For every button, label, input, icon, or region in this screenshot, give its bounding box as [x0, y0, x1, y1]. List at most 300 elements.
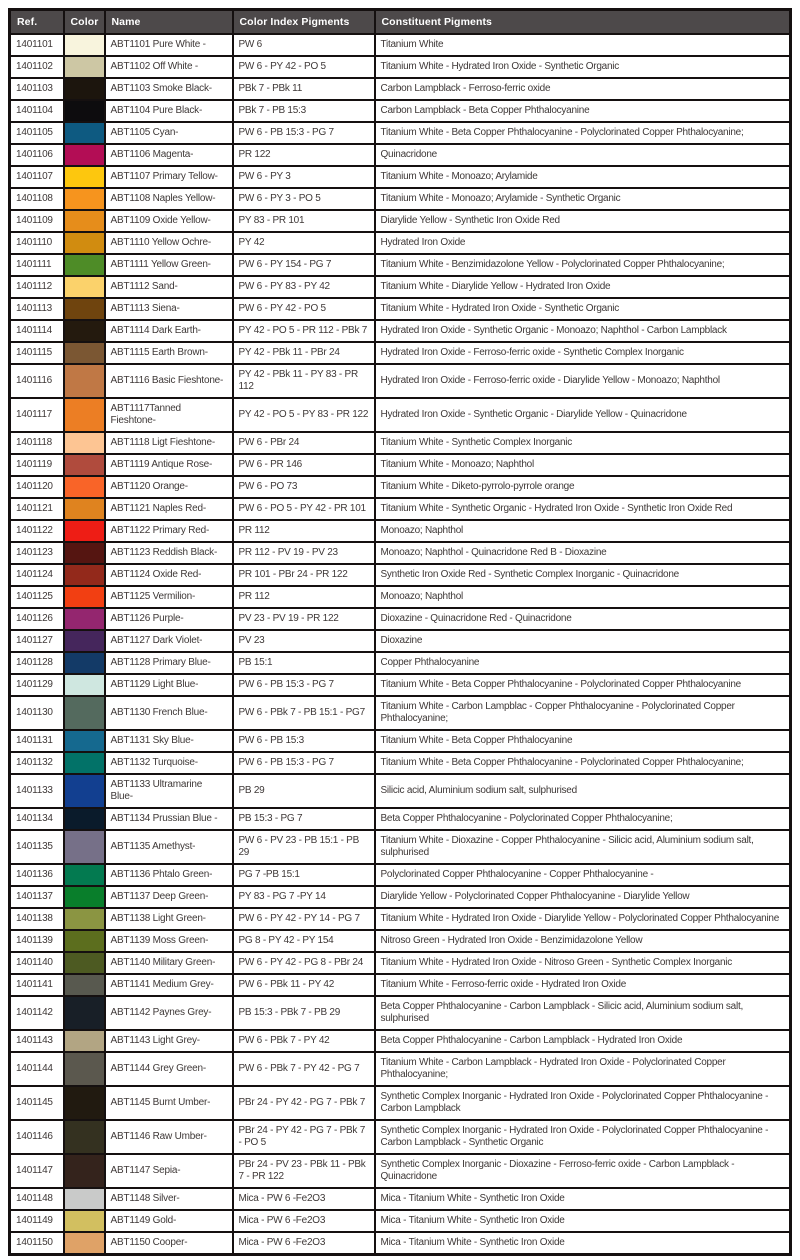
color-swatch — [64, 886, 105, 908]
ref-cell: 1401106 — [10, 144, 64, 166]
color-swatch — [64, 254, 105, 276]
table-row — [10, 398, 791, 432]
header-color: Color — [64, 10, 105, 35]
table-row — [10, 952, 791, 974]
constituent-cell: Mica - Titanium White - Synthetic Iron Oxide — [375, 1232, 791, 1255]
ref-cell: 1401149 — [10, 1210, 64, 1232]
name-cell: ABT1141 Medium Grey- — [105, 974, 233, 996]
ref-cell: 1401139 — [10, 930, 64, 952]
constituent-cell: Titanium White - Dioxazine - Copper Phthalocyanine - Silicic acid, Aluminium sodium salt, sulphurised — [375, 830, 791, 864]
ref-cell: 1401128 — [10, 652, 64, 674]
table-row — [10, 100, 791, 122]
header-row — [10, 10, 791, 35]
name-cell: ABT1118 Ligt Fieshtone- — [105, 432, 233, 454]
ref-cell: 1401140 — [10, 952, 64, 974]
color-index-cell: PBk 7 - PBk 11 — [233, 78, 375, 100]
name-cell: ABT1134 Prussian Blue - — [105, 808, 233, 830]
constituent-cell: Copper Phthalocyanine — [375, 652, 791, 674]
color-index-cell: PR 112 — [233, 520, 375, 542]
ref-cell: 1401101 — [10, 34, 64, 56]
color-swatch — [64, 808, 105, 830]
ref-cell: 1401145 — [10, 1086, 64, 1120]
table-row — [10, 34, 791, 56]
constituent-cell: Synthetic Complex Inorganic - Dioxazine - Ferroso-ferric oxide - Carbon Lampblack - Quinacridone — [375, 1154, 791, 1188]
table-row — [10, 276, 791, 298]
table-row — [10, 454, 791, 476]
color-index-cell: PY 42 - PO 5 - PY 83 - PR 122 — [233, 398, 375, 432]
constituent-cell: Titanium White - Monoazo; Arylamide — [375, 166, 791, 188]
color-swatch — [64, 608, 105, 630]
name-cell: ABT1127 Dark Violet- — [105, 630, 233, 652]
color-index-cell: PW 6 - PB 15:3 - PG 7 — [233, 674, 375, 696]
ref-cell: 1401131 — [10, 730, 64, 752]
ref-cell: 1401143 — [10, 1030, 64, 1052]
table-row — [10, 1030, 791, 1052]
name-cell: ABT1121 Naples Red- — [105, 498, 233, 520]
color-swatch — [64, 674, 105, 696]
constituent-cell: Titanium White - Hydrated Iron Oxide - Synthetic Organic — [375, 298, 791, 320]
constituent-cell: Hydrated Iron Oxide - Synthetic Organic - Monoazo; Naphthol - Carbon Lampblack — [375, 320, 791, 342]
table-row — [10, 144, 791, 166]
constituent-cell: Hydrated Iron Oxide — [375, 232, 791, 254]
constituent-cell: Titanium White - Benzimidazolone Yellow - Polyclorinated Copper Phthalocyanine; — [375, 254, 791, 276]
color-index-cell: PW 6 - PBk 7 - PY 42 - PG 7 — [233, 1052, 375, 1086]
color-index-cell: PW 6 - PB 15:3 - PG 7 — [233, 752, 375, 774]
constituent-cell: Titanium White - Beta Copper Phthalocyanine - Polyclorinated Copper Phthalocyanine; — [375, 752, 791, 774]
ref-cell: 1401107 — [10, 166, 64, 188]
ref-cell: 1401121 — [10, 498, 64, 520]
name-cell: ABT1136 Phtalo Green- — [105, 864, 233, 886]
table-row — [10, 1188, 791, 1210]
color-index-cell: PBr 24 - PY 42 - PG 7 - PBk 7 — [233, 1086, 375, 1120]
table-row — [10, 930, 791, 952]
constituent-cell: Beta Copper Phthalocyanine - Carbon Lampblack - Hydrated Iron Oxide — [375, 1030, 791, 1052]
name-cell: ABT1128 Primary Blue- — [105, 652, 233, 674]
table-row — [10, 364, 791, 398]
ref-cell: 1401119 — [10, 454, 64, 476]
color-swatch — [64, 364, 105, 398]
table-row — [10, 652, 791, 674]
table-row — [10, 730, 791, 752]
color-index-cell: PG 8 - PY 42 - PY 154 — [233, 930, 375, 952]
color-swatch — [64, 930, 105, 952]
constituent-cell: Quinacridone — [375, 144, 791, 166]
color-swatch — [64, 1086, 105, 1120]
ref-cell: 1401118 — [10, 432, 64, 454]
ref-cell: 1401113 — [10, 298, 64, 320]
constituent-cell: Titanium White - Beta Copper Phthalocyanine - Polyclorinated Copper Phthalocyanine; — [375, 122, 791, 144]
table-row — [10, 886, 791, 908]
color-swatch — [64, 78, 105, 100]
constituent-cell: Titanium White - Hydrated Iron Oxide - Synthetic Organic — [375, 56, 791, 78]
color-index-cell: PW 6 - PBk 7 - PY 42 — [233, 1030, 375, 1052]
color-swatch — [64, 774, 105, 808]
color-index-cell: PW 6 - PY 83 - PY 42 — [233, 276, 375, 298]
constituent-cell: Hydrated Iron Oxide - Ferroso-ferric oxide - Diarylide Yellow - Monoazo; Naphthol — [375, 364, 791, 398]
ref-cell: 1401112 — [10, 276, 64, 298]
color-index-cell: PW 6 - PY 3 - PO 5 — [233, 188, 375, 210]
ref-cell: 1401103 — [10, 78, 64, 100]
name-cell: ABT1135 Amethyst- — [105, 830, 233, 864]
table-row — [10, 342, 791, 364]
table-row — [10, 608, 791, 630]
color-swatch — [64, 864, 105, 886]
name-cell: ABT1129 Light Blue- — [105, 674, 233, 696]
color-index-cell: PW 6 - PY 42 - PG 8 - PBr 24 — [233, 952, 375, 974]
color-swatch — [64, 144, 105, 166]
constituent-cell: Mica - Titanium White - Synthetic Iron Oxide — [375, 1188, 791, 1210]
color-index-cell: PY 42 — [233, 232, 375, 254]
name-cell: ABT1108 Naples Yellow- — [105, 188, 233, 210]
ref-cell: 1401148 — [10, 1188, 64, 1210]
name-cell: ABT1131 Sky Blue- — [105, 730, 233, 752]
color-index-cell: PV 23 - PV 19 - PR 122 — [233, 608, 375, 630]
color-index-cell: PR 101 - PBr 24 - PR 122 — [233, 564, 375, 586]
color-index-cell: PB 15:3 - PBk 7 - PB 29 — [233, 996, 375, 1030]
ref-cell: 1401125 — [10, 586, 64, 608]
color-index-cell: PW 6 - PY 3 — [233, 166, 375, 188]
ref-cell: 1401116 — [10, 364, 64, 398]
ref-cell: 1401115 — [10, 342, 64, 364]
table-row — [10, 996, 791, 1030]
color-index-cell: PW 6 - PY 42 - PY 14 - PG 7 — [233, 908, 375, 930]
ref-cell: 1401147 — [10, 1154, 64, 1188]
constituent-cell: Synthetic Complex Inorganic - Hydrated Iron Oxide - Polyclorinated Copper Phthalocyanine - Carbon Lampblack - Synthetic Organic — [375, 1120, 791, 1154]
constituent-cell: Carbon Lampblack - Ferroso-ferric oxide — [375, 78, 791, 100]
ref-cell: 1401124 — [10, 564, 64, 586]
constituent-cell: Titanium White - Monoazo; Arylamide - Synthetic Organic — [375, 188, 791, 210]
color-swatch — [64, 1030, 105, 1052]
color-index-cell: PY 42 - PBk 11 - PY 83 - PR 112 — [233, 364, 375, 398]
ref-cell: 1401122 — [10, 520, 64, 542]
constituent-cell: Silicic acid, Aluminium sodium salt, sulphurised — [375, 774, 791, 808]
color-index-cell: PW 6 - PB 15:3 - PG 7 — [233, 122, 375, 144]
table-row — [10, 830, 791, 864]
table-row — [10, 476, 791, 498]
color-index-cell: Mica - PW 6 -Fe2O3 — [233, 1210, 375, 1232]
color-index-cell: PW 6 - PY 42 - PO 5 — [233, 298, 375, 320]
constituent-cell: Titanium White - Beta Copper Phthalocyanine — [375, 730, 791, 752]
color-index-cell: PW 6 - PY 154 - PG 7 — [233, 254, 375, 276]
constituent-cell: Titanium White - Monoazo; Naphthol — [375, 454, 791, 476]
name-cell: ABT1145 Burnt Umber- — [105, 1086, 233, 1120]
color-swatch — [64, 652, 105, 674]
ref-cell: 1401105 — [10, 122, 64, 144]
constituent-cell: Titanium White - Synthetic Organic - Hydrated Iron Oxide - Synthetic Iron Oxide Red — [375, 498, 791, 520]
color-index-cell: PW 6 - PV 23 - PB 15:1 - PB 29 — [233, 830, 375, 864]
color-swatch — [64, 630, 105, 652]
color-swatch — [64, 830, 105, 864]
constituent-cell: Titanium White - Synthetic Complex Inorganic — [375, 432, 791, 454]
ref-cell: 1401109 — [10, 210, 64, 232]
ref-cell: 1401104 — [10, 100, 64, 122]
table-row — [10, 432, 791, 454]
color-index-cell: PY 42 - PO 5 - PR 112 - PBk 7 — [233, 320, 375, 342]
ref-cell: 1401126 — [10, 608, 64, 630]
table-row — [10, 1232, 791, 1255]
name-cell: ABT1116 Basic Fieshtone- — [105, 364, 233, 398]
table-row — [10, 498, 791, 520]
table-row — [10, 864, 791, 886]
header-name: Name — [105, 10, 233, 35]
constituent-cell: Titanium White - Diketo-pyrrolo-pyrrole orange — [375, 476, 791, 498]
pigment-table — [8, 8, 792, 1256]
table-row — [10, 696, 791, 730]
constituent-cell: Carbon Lampblack - Beta Copper Phthalocyanine — [375, 100, 791, 122]
color-swatch — [64, 730, 105, 752]
name-cell: ABT1105 Cyan- — [105, 122, 233, 144]
constituent-cell: Synthetic Complex Inorganic - Hydrated Iron Oxide - Polyclorinated Copper Phthalocyanine - Carbon Lampblack — [375, 1086, 791, 1120]
color-index-cell: PBk 7 - PB 15:3 — [233, 100, 375, 122]
ref-cell: 1401138 — [10, 908, 64, 930]
color-swatch — [64, 1232, 105, 1255]
ref-cell: 1401117 — [10, 398, 64, 432]
color-index-cell: PB 29 — [233, 774, 375, 808]
constituent-cell: Diarylide Yellow - Synthetic Iron Oxide Red — [375, 210, 791, 232]
color-index-cell: PV 23 — [233, 630, 375, 652]
table-row — [10, 1120, 791, 1154]
ref-cell: 1401108 — [10, 188, 64, 210]
color-index-cell: PR 112 - PV 19 - PV 23 — [233, 542, 375, 564]
constituent-cell: Titanium White - Carbon Lampblack - Hydrated Iron Oxide - Polyclorinated Copper Phthalocyanine; — [375, 1052, 791, 1086]
name-cell: ABT1132 Turquoise- — [105, 752, 233, 774]
color-index-cell: PG 7 -PB 15:1 — [233, 864, 375, 886]
color-index-cell: PY 83 - PG 7 -PY 14 — [233, 886, 375, 908]
name-cell: ABT1112 Sand- — [105, 276, 233, 298]
color-swatch — [64, 166, 105, 188]
table-row — [10, 586, 791, 608]
table-row — [10, 1086, 791, 1120]
name-cell: ABT1113 Siena- — [105, 298, 233, 320]
name-cell: ABT1137 Deep Green- — [105, 886, 233, 908]
name-cell: ABT1147 Sepia- — [105, 1154, 233, 1188]
color-index-cell: PB 15:1 — [233, 652, 375, 674]
color-index-cell: PW 6 - PBk 11 - PY 42 — [233, 974, 375, 996]
table-row — [10, 210, 791, 232]
name-cell: ABT1107 Primary Tellow- — [105, 166, 233, 188]
color-swatch — [64, 1120, 105, 1154]
constituent-cell: Titanium White - Carbon Lampblac - Copper Phthalocyanine - Polyclorinated Copper Phthalocyanine; — [375, 696, 791, 730]
name-cell: ABT1124 Oxide Red- — [105, 564, 233, 586]
color-swatch — [64, 952, 105, 974]
color-swatch — [64, 298, 105, 320]
color-index-cell: PY 83 - PR 101 — [233, 210, 375, 232]
color-swatch — [64, 56, 105, 78]
ref-cell: 1401144 — [10, 1052, 64, 1086]
table-row — [10, 974, 791, 996]
color-swatch — [64, 542, 105, 564]
color-swatch — [64, 1210, 105, 1232]
table-row — [10, 520, 791, 542]
name-cell: ABT1143 Light Grey- — [105, 1030, 233, 1052]
name-cell: ABT1146 Raw Umber- — [105, 1120, 233, 1154]
color-index-cell: PBr 24 - PV 23 - PBk 11 - PBk 7 - PR 122 — [233, 1154, 375, 1188]
ref-cell: 1401114 — [10, 320, 64, 342]
color-swatch — [64, 188, 105, 210]
constituent-cell: Titanium White - Hydrated Iron Oxide - Diarylide Yellow - Polyclorinated Copper Phthalocyanine — [375, 908, 791, 930]
name-cell: ABT1109 Oxide Yellow- — [105, 210, 233, 232]
color-swatch — [64, 454, 105, 476]
color-swatch — [64, 996, 105, 1030]
name-cell: ABT1103 Smoke Black- — [105, 78, 233, 100]
name-cell: ABT1106 Magenta- — [105, 144, 233, 166]
name-cell: ABT1114 Dark Earth- — [105, 320, 233, 342]
color-swatch — [64, 974, 105, 996]
name-cell: ABT1122 Primary Red- — [105, 520, 233, 542]
name-cell: ABT1111 Yellow Green- — [105, 254, 233, 276]
color-swatch — [64, 586, 105, 608]
name-cell: ABT1123 Reddish Black- — [105, 542, 233, 564]
constituent-cell: Monoazo; Naphthol — [375, 586, 791, 608]
table-row — [10, 808, 791, 830]
table-row — [10, 564, 791, 586]
color-swatch — [64, 122, 105, 144]
color-index-cell: PBr 24 - PY 42 - PG 7 - PBk 7 - PO 5 — [233, 1120, 375, 1154]
color-index-cell: PR 122 — [233, 144, 375, 166]
table-row — [10, 320, 791, 342]
name-cell: ABT1104 Pure Black- — [105, 100, 233, 122]
constituent-cell: Titanium White - Hydrated Iron Oxide - Nitroso Green - Synthetic Complex Inorganic — [375, 952, 791, 974]
color-index-cell: Mica - PW 6 -Fe2O3 — [233, 1232, 375, 1255]
table-row — [10, 232, 791, 254]
table-row — [10, 908, 791, 930]
color-swatch — [64, 564, 105, 586]
ref-cell: 1401123 — [10, 542, 64, 564]
table-row — [10, 188, 791, 210]
color-index-cell: PW 6 - PO 73 — [233, 476, 375, 498]
ref-cell: 1401133 — [10, 774, 64, 808]
table-row — [10, 254, 791, 276]
name-cell: ABT1142 Paynes Grey- — [105, 996, 233, 1030]
constituent-cell: Titanium White - Ferroso-ferric oxide - Hydrated Iron Oxide — [375, 974, 791, 996]
color-index-cell: PW 6 - PB 15:3 — [233, 730, 375, 752]
constituent-cell: Diarylide Yellow - Polyclorinated Copper Phthalocyanine - Diarylide Yellow — [375, 886, 791, 908]
color-swatch — [64, 498, 105, 520]
name-cell: ABT1117Tanned Fieshtone- — [105, 398, 233, 432]
constituent-cell: Monoazo; Naphthol — [375, 520, 791, 542]
name-cell: ABT1139 Moss Green- — [105, 930, 233, 952]
color-swatch — [64, 1188, 105, 1210]
ref-cell: 1401127 — [10, 630, 64, 652]
constituent-cell: Titanium White — [375, 34, 791, 56]
constituent-cell: Beta Copper Phthalocyanine - Carbon Lampblack - Silicic acid, Aluminium sodium salt, sulphurised — [375, 996, 791, 1030]
ref-cell: 1401129 — [10, 674, 64, 696]
name-cell: ABT1101 Pure White - — [105, 34, 233, 56]
color-index-cell: PW 6 — [233, 34, 375, 56]
color-swatch — [64, 752, 105, 774]
table-row — [10, 122, 791, 144]
name-cell: ABT1126 Purple- — [105, 608, 233, 630]
table-row — [10, 752, 791, 774]
color-swatch — [64, 210, 105, 232]
table-header — [10, 10, 791, 35]
name-cell: ABT1149 Gold- — [105, 1210, 233, 1232]
name-cell: ABT1115 Earth Brown- — [105, 342, 233, 364]
color-swatch — [64, 398, 105, 432]
name-cell: ABT1130 French Blue- — [105, 696, 233, 730]
ref-cell: 1401110 — [10, 232, 64, 254]
name-cell: ABT1119 Antique Rose- — [105, 454, 233, 476]
color-swatch — [64, 432, 105, 454]
name-cell: ABT1138 Light Green- — [105, 908, 233, 930]
color-swatch — [64, 232, 105, 254]
color-index-cell: PW 6 - PO 5 - PY 42 - PR 101 — [233, 498, 375, 520]
ref-cell: 1401130 — [10, 696, 64, 730]
table-row — [10, 78, 791, 100]
name-cell: ABT1144 Grey Green- — [105, 1052, 233, 1086]
color-index-cell: PB 15:3 - PG 7 — [233, 808, 375, 830]
ref-cell: 1401150 — [10, 1232, 64, 1255]
color-swatch — [64, 34, 105, 56]
ref-cell: 1401141 — [10, 974, 64, 996]
name-cell: ABT1102 Off White - — [105, 56, 233, 78]
constituent-cell: Dioxazine — [375, 630, 791, 652]
constituent-cell: Titanium White - Diarylide Yellow - Hydrated Iron Oxide — [375, 276, 791, 298]
ref-cell: 1401135 — [10, 830, 64, 864]
header-color-index-pigments: Color Index Pigments — [233, 10, 375, 35]
table-row — [10, 166, 791, 188]
header-constituent-pigments: Constituent Pigments — [375, 10, 791, 35]
header-ref: Ref. — [10, 10, 64, 35]
name-cell: ABT1150 Cooper- — [105, 1232, 233, 1255]
color-swatch — [64, 320, 105, 342]
color-swatch — [64, 1154, 105, 1188]
table-row — [10, 1052, 791, 1086]
color-swatch — [64, 696, 105, 730]
table-row — [10, 1154, 791, 1188]
color-swatch — [64, 476, 105, 498]
color-index-cell: PR 112 — [233, 586, 375, 608]
color-swatch — [64, 342, 105, 364]
constituent-cell: Mica - Titanium White - Synthetic Iron Oxide — [375, 1210, 791, 1232]
color-swatch — [64, 100, 105, 122]
constituent-cell: Titanium White - Beta Copper Phthalocyanine - Polyclorinated Copper Phthalocyanine — [375, 674, 791, 696]
color-index-cell: PW 6 - PR 146 — [233, 454, 375, 476]
constituent-cell: Monoazo; Naphthol - Quinacridone Red B - Dioxazine — [375, 542, 791, 564]
color-swatch — [64, 908, 105, 930]
table-row — [10, 774, 791, 808]
name-cell: ABT1110 Yellow Ochre- — [105, 232, 233, 254]
table-row — [10, 298, 791, 320]
color-index-cell: PW 6 - PY 42 - PO 5 — [233, 56, 375, 78]
color-index-cell: PW 6 - PBk 7 - PB 15:1 - PG7 — [233, 696, 375, 730]
table-row — [10, 630, 791, 652]
ref-cell: 1401120 — [10, 476, 64, 498]
ref-cell: 1401134 — [10, 808, 64, 830]
color-index-cell: PW 6 - PBr 24 — [233, 432, 375, 454]
ref-cell: 1401146 — [10, 1120, 64, 1154]
constituent-cell: Hydrated Iron Oxide - Ferroso-ferric oxide - Synthetic Complex Inorganic — [375, 342, 791, 364]
table-row — [10, 542, 791, 564]
constituent-cell: Polyclorinated Copper Phthalocyanine - Copper Phthalocyanine - — [375, 864, 791, 886]
name-cell: ABT1148 Silver- — [105, 1188, 233, 1210]
color-index-cell: PY 42 - PBk 11 - PBr 24 — [233, 342, 375, 364]
constituent-cell: Nitroso Green - Hydrated Iron Oxide - Benzimidazolone Yellow — [375, 930, 791, 952]
ref-cell: 1401136 — [10, 864, 64, 886]
table-row — [10, 56, 791, 78]
name-cell: ABT1125 Vermilion- — [105, 586, 233, 608]
ref-cell: 1401132 — [10, 752, 64, 774]
name-cell: ABT1133 Ultramarine Blue- — [105, 774, 233, 808]
ref-cell: 1401137 — [10, 886, 64, 908]
table-row — [10, 674, 791, 696]
table-row — [10, 1210, 791, 1232]
color-swatch — [64, 276, 105, 298]
name-cell: ABT1140 Military Green- — [105, 952, 233, 974]
name-cell: ABT1120 Orange- — [105, 476, 233, 498]
color-swatch — [64, 520, 105, 542]
constituent-cell: Dioxazine - Quinacridone Red - Quinacridone — [375, 608, 791, 630]
